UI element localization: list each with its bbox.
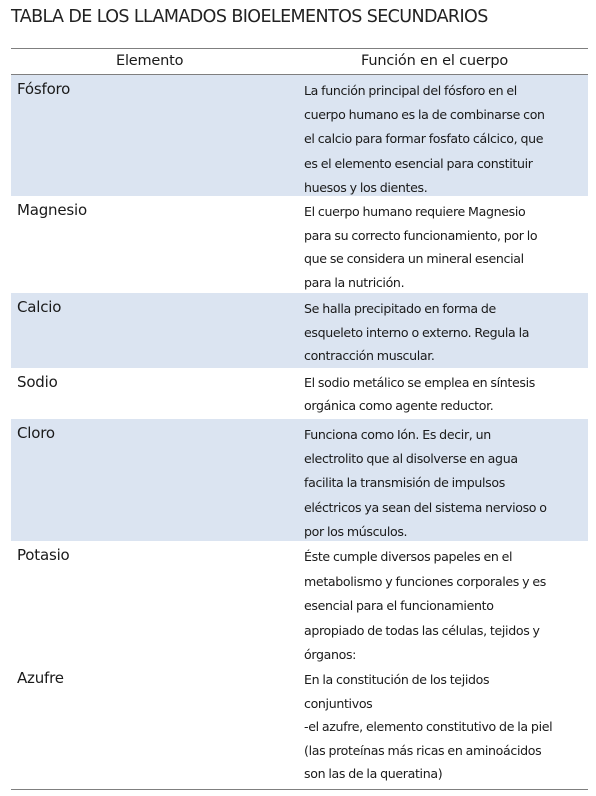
function-line: por los músculos. [304, 523, 408, 539]
function-line: apropiado de todas las células, tejidos y [304, 622, 540, 638]
function-line: para su correcto funcionamiento, por lo [304, 227, 538, 243]
function-line: metabolismo y funciones corporales y es [304, 573, 547, 589]
function-line: huesos y los dientes. [304, 179, 428, 195]
function-line: contracción muscular. [304, 348, 435, 363]
table-row [11, 196, 588, 293]
table-row [11, 75, 588, 196]
function-line: (las proteínas más ricas en aminoácidos [304, 742, 542, 758]
function-line: para la nutrición. [304, 274, 405, 290]
table-row [11, 664, 588, 790]
function-line: facilita la transmisión de impulsos [304, 475, 505, 491]
function-text [304, 372, 574, 417]
function-line: cuerpo humano es la de combinarse con [304, 107, 545, 123]
header-funcion: Función en el cuerpo [361, 53, 508, 69]
function-line: Funciona como Ión. Es decir, un [304, 427, 491, 442]
function-line: es el elemento esencial para constituir [304, 155, 533, 171]
element-name: Magnesio [17, 201, 87, 219]
function-line: El cuerpo humano requiere Magnesio [304, 204, 526, 219]
function-text [304, 297, 574, 368]
function-line: esencial para el funcionamiento [304, 598, 494, 613]
function-text [304, 79, 574, 200]
function-line: el calcio para formar fosfato cálcico, que [304, 131, 544, 147]
function-line: -el azufre, elemento constitutivo de la piel [304, 719, 553, 735]
function-line: Se halla precipitado en forma de [304, 301, 496, 316]
function-line: Éste cumple diversos papeles en el [304, 549, 513, 564]
function-text [304, 545, 574, 668]
table-row [11, 541, 588, 664]
element-name: Calcio [17, 298, 62, 316]
function-text [304, 200, 574, 294]
header-elemento: Elemento [116, 53, 184, 69]
function-line: orgánica como agente reductor. [304, 397, 494, 413]
element-name: Potasio [17, 546, 70, 564]
function-line: órganos: [304, 647, 357, 662]
page-title: TABLA DE LOS LLAMADOS BIOELEMENTOS SECUNDARIOS [11, 7, 488, 27]
function-line: La función principal del fósforo en el [304, 83, 517, 98]
function-text [304, 423, 574, 544]
function-line: que se considera un mineral esencial [304, 251, 524, 267]
function-line: son las de la queratina) [304, 766, 443, 782]
element-name: Fósforo [17, 80, 71, 98]
element-name: Cloro [17, 424, 55, 442]
function-line: conjuntivos [304, 695, 373, 711]
function-line: eléctricos ya sean del sistema nervioso o [304, 499, 547, 515]
table-header-row [11, 49, 588, 75]
function-line: El sodio metálico se emplea en síntesis [304, 375, 535, 390]
function-text [304, 668, 574, 786]
bioelements-table [11, 48, 588, 790]
element-name: Azufre [17, 669, 64, 687]
element-name: Sodio [17, 373, 58, 391]
table-row [11, 368, 588, 419]
table-row [11, 419, 588, 541]
function-line: En la constitución de los tejidos [304, 672, 490, 687]
table-row [11, 293, 588, 368]
function-line: esqueleto interno o externo. Regula la [304, 324, 530, 340]
function-line: electrolito que al disolverse en agua [304, 451, 518, 467]
